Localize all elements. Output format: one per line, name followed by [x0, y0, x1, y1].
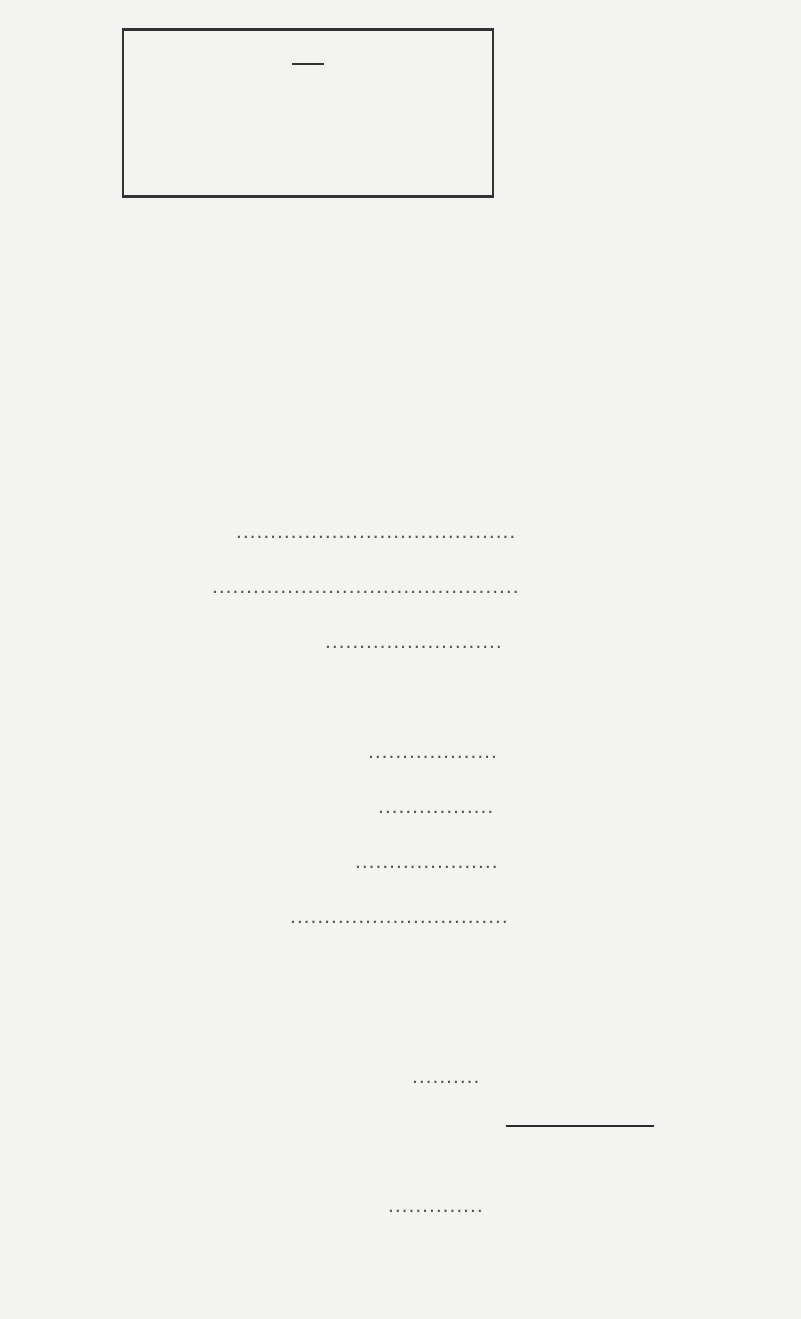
table-row: [0, 1065, 801, 1095]
wavy-divider: [118, 403, 683, 413]
leader-dots: ...................: [368, 740, 498, 763]
leader-dots: ..........: [412, 1065, 481, 1088]
table-row: [0, 575, 801, 605]
table-row: [0, 685, 801, 715]
table-row: [0, 520, 801, 550]
stamp-line-4: [292, 63, 324, 65]
subtotal-rule: [506, 1125, 654, 1127]
leader-dots: .............................................: [212, 575, 520, 598]
leader-dots: .....................: [355, 850, 499, 873]
table-row: [0, 630, 801, 660]
leader-dots: .................: [378, 795, 495, 818]
table-row: [0, 905, 801, 935]
table-row: [0, 740, 801, 770]
table-row: [0, 850, 801, 880]
leader-dots: ..............: [388, 1194, 484, 1217]
leader-dots: ..........................: [325, 630, 503, 653]
less-receipts-row: [0, 1194, 801, 1224]
leader-dots: .........................................: [236, 520, 517, 543]
subtotal-row: [0, 1139, 801, 1169]
leader-dots: ................................: [290, 905, 509, 928]
table-row: [0, 795, 801, 825]
library-stamp: [122, 28, 494, 198]
